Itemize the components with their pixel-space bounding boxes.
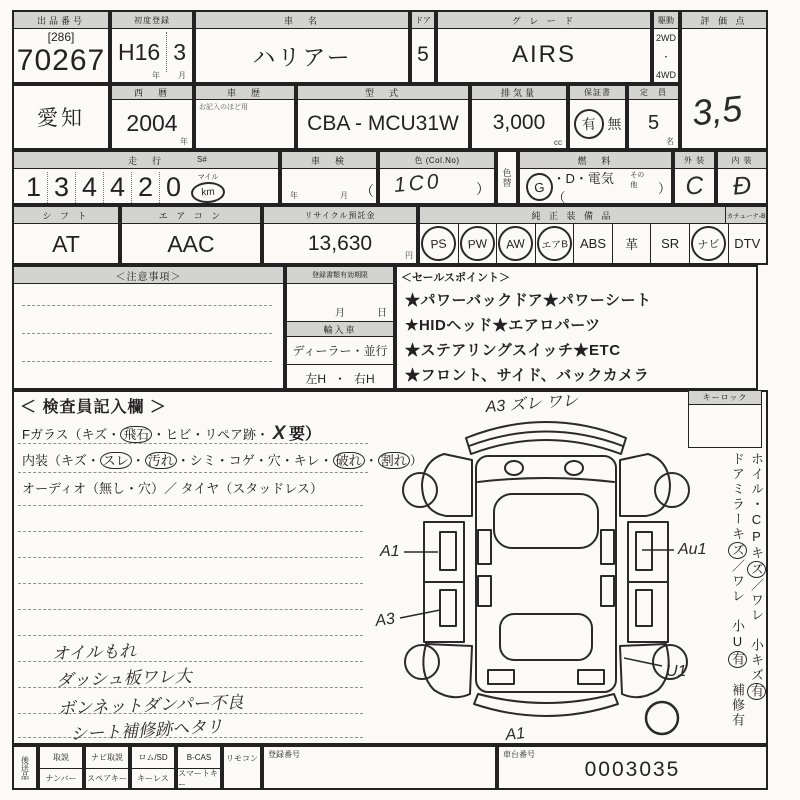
paren-open: （: [360, 183, 374, 199]
chassis-number-label: 車台番号: [503, 750, 535, 759]
lot-bracket: [286]: [47, 30, 75, 44]
door-box: [410, 10, 436, 84]
drive-dot: ・: [661, 51, 671, 62]
car-name-label: 車 名: [196, 12, 408, 29]
accessory-col-1: [38, 745, 84, 790]
shaken-year-unit: 年: [290, 191, 298, 200]
mirror-yes-circled: 有: [730, 652, 745, 667]
car-damage-diagram: [374, 390, 724, 746]
warranty-box: [568, 84, 627, 150]
sales-point: ★HIDヘッド★エアロパーツ: [405, 317, 601, 334]
accessory-col-3: [130, 745, 176, 790]
displacement-value: 3,000: [492, 111, 546, 134]
glass-stonechip-circled: 飛石: [120, 426, 152, 443]
interior-grade-box: [716, 150, 768, 205]
recycle-fee-box: [262, 205, 418, 265]
damage-label-rear-right: U1: [666, 663, 687, 680]
mileage-box: [12, 150, 280, 205]
grade-box: [436, 10, 652, 84]
interior-scuff-circled: スレ: [100, 452, 132, 469]
aircon-box: [120, 205, 262, 265]
accessory-remote: リモコン: [226, 753, 258, 763]
displacement-box: [470, 84, 568, 150]
chassis-number-box: [497, 745, 768, 790]
equip-abs: ABS: [573, 223, 612, 263]
mileage-digit: 4: [104, 172, 132, 203]
damage-label-front: A3 ズレ ワレ: [485, 392, 579, 416]
model-box: [296, 84, 470, 150]
capacity-unit: 名: [666, 137, 674, 146]
reg-year-unit: 年: [152, 71, 160, 80]
fuel-options: ・D・電気（: [552, 171, 614, 205]
color-box: [378, 150, 496, 205]
warranty-yes-circled: 有: [572, 108, 605, 141]
lot-label: 出品番号: [14, 12, 108, 29]
paren-close: ）: [476, 181, 490, 197]
accessory-plate: ナンバー: [45, 774, 77, 784]
grade-label: グ レ ー ド: [438, 12, 650, 29]
lot-number: 70267: [16, 44, 106, 77]
accessory-keyless: キーレス: [137, 774, 169, 784]
sales-point: ★ステアリングスイッチ★ETC: [405, 342, 621, 359]
mile-unit: マイル: [197, 173, 219, 181]
accessory-navi-manual: ナビ取説: [86, 747, 128, 769]
exterior-grade-value: C: [684, 170, 705, 201]
color-change-label: 色替: [501, 167, 512, 188]
grade-value: AIRS: [511, 41, 576, 68]
accessories-side-label-box: [12, 745, 38, 790]
year-label: 西 暦: [112, 86, 192, 100]
prefecture-box: [12, 84, 110, 150]
keylock-box: [688, 390, 762, 448]
damage-label-front-right-door: Au1: [678, 541, 707, 558]
inspector-note: シート補修跡ヘタリ: [69, 717, 224, 744]
sales-points-label: ＜セールスポイント＞: [401, 272, 511, 284]
glass-line: Fガラス（キズ・ 飛石 ・ヒビ・リペア跡・ X 要）: [22, 423, 322, 444]
fuel-paren-close: ）: [658, 180, 672, 196]
expiry-day-label: 日: [377, 308, 387, 319]
shift-box: [12, 205, 120, 265]
sales-point: ★パワーバックドア★パワーシート: [405, 292, 652, 309]
interior-line: 内装（キズ・ スレ ・ 汚れ ・シミ・コゲ・穴・キレ・ 破れ ・ 割れ ）: [22, 453, 423, 468]
history-label: 車 歴: [196, 86, 294, 100]
side-note-mirror: ドアミラーキズ／ワレ 小U有 補修有: [730, 452, 745, 728]
score-box: [680, 10, 768, 150]
equipment-label: 純 正 装 備 品: [420, 207, 725, 224]
audio-line: オーディオ（無し・穴）／ タイヤ（スタッドレス）: [22, 481, 323, 496]
equip-airbag: エアB: [535, 223, 574, 263]
inspector-note: ボンネットダンパー不良: [57, 692, 244, 719]
color-change-box: [496, 150, 518, 205]
aircon-label: エ ア コ ン: [122, 207, 260, 224]
reg-month: 3: [173, 38, 186, 65]
damage-label-rear: A1: [504, 725, 526, 744]
drive-4wd: 4WD: [656, 69, 676, 80]
equip-ps: PS: [420, 223, 458, 263]
year-box: [110, 84, 194, 150]
capacity-label: 定 員: [629, 86, 678, 100]
interior-grade-value: Đ: [731, 170, 752, 201]
drive-box: [652, 10, 680, 84]
accessory-bcas: B-CAS: [178, 747, 220, 769]
fuel-gasoline-circled: G: [525, 172, 554, 203]
equip-aw: AW: [496, 223, 535, 263]
prefecture-value: 愛知: [37, 107, 85, 130]
lot-box: [12, 10, 110, 84]
km-unit-circled: km: [190, 181, 225, 204]
accessory-col-5: [222, 745, 262, 790]
accessory-rom-sd: ロム/SD: [132, 747, 174, 769]
accessory-col-2: [84, 745, 130, 790]
mileage-digit: 4: [76, 172, 104, 203]
model-label: 型 式: [298, 86, 468, 100]
registration-number-box: [262, 745, 497, 790]
displacement-unit: cc: [554, 138, 562, 147]
equip-sr: SR: [650, 223, 689, 263]
shaken-box: [280, 150, 378, 205]
dealer-parallel-label: ディーラー・並行: [287, 337, 393, 365]
expiry-month-label: 月: [335, 308, 345, 319]
drive-label: 駆動: [654, 12, 678, 29]
year-unit: 年: [180, 137, 188, 146]
fuel-box: [518, 150, 673, 205]
fuel-label: 燃 料: [520, 152, 671, 169]
score-value: 3,5: [689, 87, 745, 134]
accessory-spare-key: スペアキー: [87, 774, 127, 784]
color-code-value: 1C0: [393, 169, 443, 198]
door-value: 5: [417, 43, 429, 66]
tuner-label: カチューナ-B: [725, 207, 766, 224]
mileage-digit: 1: [20, 172, 48, 203]
import-label: 輸入車: [287, 322, 393, 337]
drive-2wd: 2WD: [656, 32, 676, 43]
equip-leather: 革: [612, 223, 651, 263]
score-label: 評 価 点: [682, 12, 766, 29]
first-registration-box: [110, 10, 194, 84]
recycle-fee-unit: 円: [405, 251, 413, 260]
keylock-label: キーロック: [689, 391, 761, 405]
shift-value: AT: [52, 230, 80, 257]
inspector-note: ダッシュ板ワレ大: [55, 666, 193, 691]
interior-tear-circled: 破れ: [333, 452, 365, 469]
reg-month-unit: 月: [178, 71, 186, 80]
reg-era: H16: [118, 38, 161, 65]
sales-point: ★フロント、サイド、バックカメラ: [405, 367, 650, 384]
interior-label: 内 装: [718, 152, 766, 169]
wheel-scratch-circled: ズ: [749, 562, 764, 577]
year-value: 2004: [126, 109, 178, 136]
fuel-other: その他: [630, 172, 645, 189]
registration-number-label: 登録番号: [268, 750, 300, 759]
model-value: CBA - MCU31W: [307, 112, 459, 135]
damage-label-rear-left: A3: [374, 610, 396, 630]
recycle-fee-value: 13,630: [307, 232, 373, 255]
shift-label: シ フ ト: [14, 207, 118, 224]
warranty-label: 保証書: [570, 86, 625, 100]
damage-label-front-left-door: A1: [380, 543, 400, 560]
equipment-box: [418, 205, 768, 265]
capacity-box: [627, 84, 680, 150]
side-note-wheel: ホイル・CPキズ／ワレ 小キズ有: [749, 452, 764, 699]
handle-dot: ・: [333, 372, 346, 386]
sales-points-box: [395, 265, 758, 390]
mileage-label: 走 行: [14, 152, 278, 169]
side-vertical-notes: [712, 452, 766, 742]
interior-dirt-circled: 汚れ: [145, 452, 177, 469]
mirror-scratch-circled: ズ: [730, 543, 745, 558]
handle-left-label: 左H: [305, 372, 326, 386]
registration-doc-box: [285, 265, 395, 390]
caution-label: ＜注意事項＞: [14, 267, 283, 284]
history-box: [194, 84, 296, 150]
equip-pw: PW: [458, 223, 497, 263]
color-label: 色 (Col.No): [380, 152, 494, 169]
first-registration-label: 初度登録: [112, 12, 192, 29]
caution-box: [12, 265, 285, 390]
car-name-box: [194, 10, 410, 84]
mileage-digit: 3: [48, 172, 76, 203]
accessory-smart-key: スマートキー: [178, 768, 218, 789]
wheel-yes-circled: 有: [749, 684, 764, 699]
s-number-label: S#: [197, 155, 207, 164]
exterior-label: 外 装: [675, 152, 714, 169]
inspector-note: オイルもれ: [51, 641, 137, 664]
exterior-grade-box: [673, 150, 716, 205]
history-note: お記入のほど用: [199, 104, 248, 111]
glass-x-mark: X: [272, 423, 286, 444]
equip-navi: ナビ: [689, 223, 728, 263]
warranty-no: 無: [607, 116, 622, 132]
mileage-digit: 2: [132, 172, 160, 203]
equip-dtv: DTV: [728, 223, 767, 263]
aircon-value: AAC: [167, 230, 215, 257]
door-label: ドア: [412, 12, 434, 29]
chassis-number-value: 0003035: [584, 758, 681, 781]
interior-crack-circled: 割れ: [378, 452, 410, 469]
inspector-title: ＜ 検査員記入欄 ＞: [20, 399, 167, 416]
shaken-label: 車 検: [282, 152, 376, 169]
capacity-value: 5: [647, 111, 660, 134]
handle-right-label: 右H: [354, 372, 375, 386]
car-name-value: ハリアー: [252, 43, 352, 70]
accessory-col-4: [176, 745, 222, 790]
displacement-label: 排気量: [472, 86, 566, 100]
mileage-digit: 0: [165, 171, 182, 202]
shaken-month-unit: 月: [340, 191, 348, 200]
accessories-side-label: 後送品: [20, 755, 30, 780]
accessory-manual: 取説: [40, 747, 82, 769]
doc-expiry-label: 登録書類有効期限: [287, 267, 393, 284]
recycle-fee-label: リサイクル預託金: [264, 207, 416, 224]
